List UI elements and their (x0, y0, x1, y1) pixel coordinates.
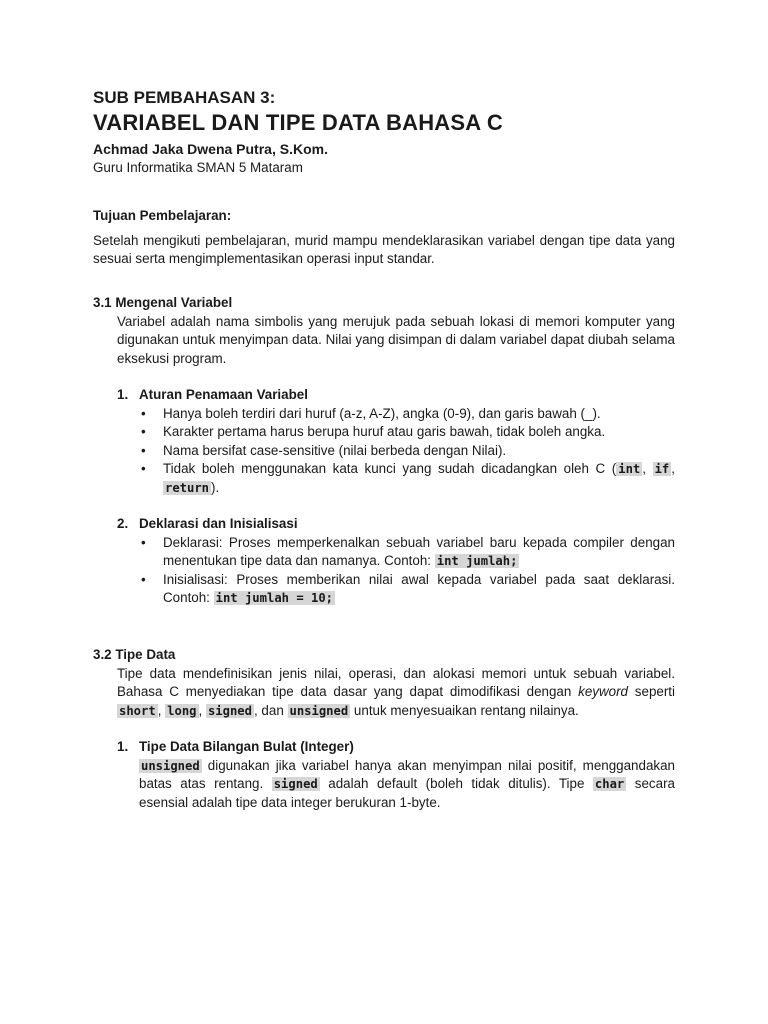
keyword-code: unsigned (141, 758, 200, 773)
objective-text: Setelah mengikuti pembelajaran, murid mampu mendeklarasikan variabel dengan tipe data yang sesuai serta mengimplementasikan operasi input standar. (93, 232, 675, 266)
keyword-code: char (594, 777, 625, 791)
keyword-code: signed (273, 777, 318, 791)
bullet-icon: • (141, 534, 146, 550)
list-item: • Tidak boleh menggunakan kata kunci yang sudah dicadangkan oleh C ( int , if , return ). (141, 461, 675, 495)
subsection-number: 1. (117, 387, 129, 402)
naming-rules-list (93, 405, 675, 498)
bullet-icon: • (141, 424, 146, 439)
objective-section (93, 207, 675, 269)
main-title: VARIABEL DAN TIPE DATA BAHASA C (93, 110, 503, 135)
keyword-code: signed (207, 703, 252, 718)
keyword-code: short (119, 703, 156, 718)
declaration-list (93, 534, 675, 608)
subsection-title: Deklarasi dan Inisialisasi (139, 516, 298, 531)
list-item: • Karakter pertama harus berupa huruf atau garis bawah, tidak boleh angka. (163, 423, 675, 442)
author-affiliation: Guru Informatika SMAN 5 Mataram (93, 159, 303, 175)
integer-type-text: unsigned digunakan jika variabel hanya akan menyimpan nilai positif, menggandakan batas atas rentang. signed adalah default (boleh tidak ditulis). Tipe char secara esensial adalah tipe data integer berukuran 1-byte. (139, 757, 675, 810)
section-intro: Variabel adalah nama simbolis yang merujuk pada sebuah lokasi di memori komputer yang digunakan untuk menyimpan data. Nilai yang disimpan di dalam variabel dapat diubah selama eksekusi program. (117, 313, 675, 366)
subsection-title: Aturan Penamaan Variabel (139, 387, 308, 402)
code-snippet: int jumlah; (436, 554, 518, 568)
document-header (93, 87, 675, 177)
section-intro: Tipe data mendefinisikan jenis nilai, operasi, dan alokasi memori untuk sebuah variabel. Bahasa C menyediakan tipe data dasar yang dapat dimodifikasi dengan keyword seperti short , long , signed , dan unsigned untuk menyesuaikan rentang nilainya. (117, 665, 675, 718)
subsection-number: 1. (117, 739, 129, 754)
subsection-number: 2. (117, 516, 129, 531)
subsection-heading (93, 386, 675, 405)
bullet-icon: • (141, 461, 146, 476)
objective-heading: Tujuan Pembelajaran: (93, 208, 232, 223)
code-snippet: int jumlah = 10; (215, 591, 334, 605)
keyword-code: unsigned (289, 703, 349, 718)
list-item: • Nama bersifat case-sensitive (nilai berbeda dengan Nilai). (163, 442, 675, 461)
sub-title: SUB PEMBAHASAN 3: (93, 88, 276, 107)
bullet-icon: • (141, 442, 146, 458)
section-heading: 3.2 Tipe Data (93, 647, 176, 662)
bullet-icon: • (141, 571, 146, 587)
subsection-heading (93, 515, 675, 534)
list-item: • Inisialisasi: Proses memberikan nilai awal kepada variabel pada saat deklarasi. Contoh: int jumlah = 10; (141, 571, 675, 605)
section-variables (93, 294, 675, 608)
bullet-icon: • (141, 405, 146, 421)
section-heading: 3.1 Mengenal Variabel (93, 295, 233, 310)
section-data-types (93, 646, 675, 812)
author-name: Achmad Jaka Dwena Putra, S.Kom. (93, 141, 328, 157)
subsection-title: Tipe Data Bilangan Bulat (Integer) (139, 739, 354, 754)
keyword-code: long (167, 703, 197, 718)
keyword-code: if (654, 462, 670, 476)
keyword-code: return (165, 480, 210, 495)
list-item: • Hanya boleh terdiri dari huruf (a-z, A-Z), angka (0-9), dan garis bawah (_). (163, 405, 675, 424)
subsection-heading (93, 738, 675, 757)
keyword-code: int (618, 462, 641, 476)
list-item: • Deklarasi: Proses memperkenalkan sebuah variabel baru kepada compiler dengan menentukan tipe data dan namanya. Contoh: int jumlah; (141, 534, 675, 568)
